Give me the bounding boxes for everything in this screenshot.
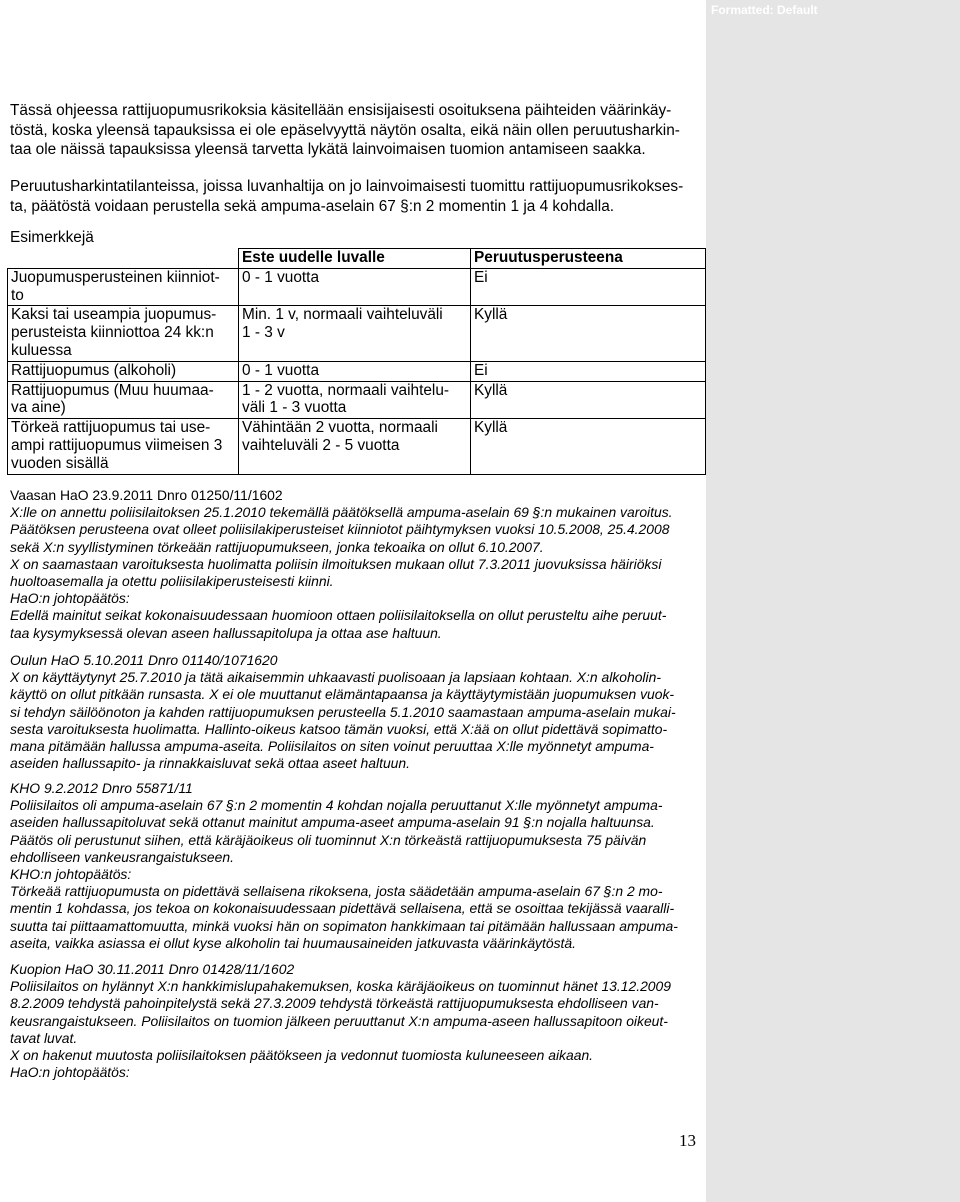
- examples-label: Esimerkkejä: [10, 229, 94, 246]
- text-line: käyttö on ollut pitkään runsasta. X ei ole muuttanut elämäntapaansa ja käyttäytymistään juopumuksen vuok-: [10, 686, 675, 703]
- table-cell: Kyllä: [471, 306, 706, 361]
- text-line: X on hakenut muutosta poliisilaitoksen päätökseen ja vedonnut tuomiosta kuluneeseen aikaan.: [10, 1047, 594, 1064]
- case-heading: KHO 9.2.2012 Dnro 55871/11: [10, 780, 193, 796]
- text-line: Päätös oli perustunut siihen, että käräjäoikeus oli tuominnut X:n törkeästä rattijuopumuksesta 75 päivän: [10, 831, 647, 848]
- text-line: aseiden hallussapito- ja rinnakkaisluvat sekä ottaa aseet haltuun.: [10, 755, 410, 772]
- text-line: aseiden hallussapitoluvat sekä ottanut mainitut ampuma-aseet ampuma-aselain 91 §:n nojalla haltuunsa.: [10, 814, 655, 831]
- cell-line: kuluessa: [11, 341, 72, 359]
- table-row: [8, 419, 706, 474]
- table-cell: [8, 419, 239, 474]
- cell-line: Kaksi tai useampia juopumus-: [11, 306, 217, 324]
- text-line: suutta tai piittaamattomuutta, minkä vuoksi hän on sopimaton hankkimaan tai pitämään hallussaan ampuma-: [10, 917, 678, 934]
- table-cell: [8, 381, 239, 419]
- cell-line: to: [11, 286, 24, 304]
- text-line: Törkeää rattijuopumusta on pidettävä sellaisena rikoksena, josta säädetään ampuma-aselain 67 §:n 2 mo-: [10, 883, 663, 900]
- table-row: [8, 306, 706, 361]
- table-cell: Kyllä: [471, 381, 706, 419]
- table-cell: 0 - 1 vuotta: [239, 268, 471, 306]
- cell-line: vuoden sisällä: [11, 454, 109, 472]
- table-cell: [239, 419, 471, 474]
- text-line: keusrangaistukseen. Poliisilaitos on tuomion jälkeen peruuttanut X:n ampuma-aseen hallussapitoon oikeut-: [10, 1012, 668, 1029]
- cell-line: vaihteluväli 2 - 5 vuotta: [242, 436, 400, 454]
- table-cell: [239, 381, 471, 419]
- text-line: Edellä mainitut seikat kokonaisuudessaan huomioon ottaen poliisilaitoksella on ollut perusteltu aihe peruut-: [10, 607, 667, 624]
- table-cell: Ei: [471, 268, 706, 306]
- text-line: huoltoasemalla ja otettu poliisilakiperusteisesti kiinni.: [10, 573, 334, 590]
- case-vaasan: [10, 487, 700, 642]
- text-line: X:lle on annettu poliisilaitoksen 25.1.2010 tekemällä päätöksellä ampuma-aselain 69 §:n mukainen varoitus.: [10, 504, 673, 521]
- table-cell: [8, 268, 239, 306]
- table-cell: [8, 306, 239, 361]
- text-line: Poliisilaitos oli ampuma-aselain 67 §:n 2 momentin 4 kohdan nojalla peruuttanut X:lle myönnetyt ampuma-: [10, 797, 663, 814]
- case-kuopion: [10, 961, 700, 1081]
- text-line: HaO:n johtopäätös:: [10, 590, 130, 607]
- case-kho: [10, 780, 700, 952]
- text-line: aseita, vaikka asiassa ei ollut kyse alkoholin tai huumausaineiden jatkuvasta väärinkäytöstä.: [10, 934, 576, 951]
- text-line: taa kysymyksessä olevan aseen hallussapitolupa ja ottaa ase haltuun.: [10, 624, 442, 641]
- table-cell: 0 - 1 vuotta: [239, 361, 471, 381]
- case-heading: Vaasan HaO 23.9.2011 Dnro 01250/11/1602: [10, 487, 283, 503]
- table-header-cell: Este uudelle luvalle: [239, 249, 471, 269]
- text-line: Poliisilaitos on hylännyt X:n hankkimislupahakemuksen, koska käräjäoikeus on tuominnut hänet 13.12.2009: [10, 978, 671, 995]
- table-row: [8, 361, 706, 381]
- cell-line: va aine): [11, 399, 66, 417]
- table-row: [8, 381, 706, 419]
- page-number: 13: [679, 1131, 696, 1150]
- grounds-paragraph: [10, 177, 700, 216]
- text-line: ehdolliseen vankeusrangaistukseen.: [10, 848, 234, 865]
- text-line: töstä, koska yleensä tapauksissa ei ole epäselvyyttä näytön osalta, eikä näin ollen peruutusharkin-: [10, 121, 680, 139]
- case-heading: Oulun HaO 5.10.2011 Dnro 01140/1071620: [10, 652, 278, 668]
- table-cell: Ei: [471, 361, 706, 381]
- table-header-cell: Peruutusperusteena: [471, 249, 706, 269]
- cell-line: Juopumusperusteinen kiinniot-: [11, 268, 220, 286]
- text-line: sesta varoituksesta huolimatta. Hallinto-oikeus katsoo tämän vuoksi, että X:ää on ollut pidettävä sopimatto-: [10, 720, 668, 737]
- text-line: X on saamastaan varoituksesta huolimatta poliisin ilmoituksen mukaan ollut 7.3.2011 juovuksissa häiriöksi: [10, 555, 662, 572]
- text-line: Päätöksen perusteena ovat olleet poliisilakiperusteiset kiinniotot päihtymyksen vuoksi 10.5.2008, 25.4.2008: [10, 521, 670, 538]
- text-line: HaO:n johtopäätös:: [10, 1064, 130, 1081]
- text-line: ta, päätöstä voidaan perustella sekä ampuma-aselain 67 §:n 2 momentin 1 ja 4 kohdalla.: [10, 197, 615, 215]
- text-line: si tehdyn säilöönoton ja kahden rattijuopumuksen perusteella 5.1.2010 saamastaan ampuma-aselain mukai-: [10, 703, 676, 720]
- cell-line: väli 1 - 3 vuotta: [242, 399, 347, 417]
- table-header-row: [8, 249, 706, 269]
- examples-table: [7, 248, 706, 475]
- text-line: sekä X:n syyllistyminen törkeään rattijuopumukseen, jonka tekoaika on ollut 6.10.2007.: [10, 538, 544, 555]
- text-line: tavat luvat.: [10, 1029, 78, 1046]
- table-header-cell: [8, 249, 239, 269]
- text-line: Tässä ohjeessa rattijuopumusrikoksia käsitellään ensisijaisesti osoituksena päihteiden väärinkäy-: [10, 102, 672, 119]
- text-line: mentin 1 kohdassa, jos tekoa on kokonaisuudessaan pidettävä sellaisena, että se osoittaa tekijässä vaaralli-: [10, 900, 675, 917]
- table-cell: Kyllä: [471, 419, 706, 474]
- cell-line: Törkeä rattijuopumus tai use-: [11, 419, 211, 437]
- text-line: mana pitämään hallussa ampuma-aseita. Poliisilaitos on siten voinut peruuttaa X:lle myönnetyt ampuma-: [10, 738, 654, 755]
- intro-paragraph: [10, 101, 700, 160]
- case-heading: Kuopion HaO 30.11.2011 Dnro 01428/11/1602: [10, 961, 295, 977]
- table-cell: [239, 306, 471, 361]
- cell-line: Rattijuopumus (Muu huumaa-: [11, 381, 214, 399]
- case-oulun: [10, 652, 700, 772]
- text-line: X on käyttäytynyt 25.7.2010 ja tätä aikaisemmin uhkaavasti puolisoaan ja lapsiaan kohtaan. X:n alkoholin-: [10, 669, 661, 686]
- text-line: taa ole näissä tapauksissa yleensä tarvetta lykätä lainvoimaisen tuomion antamiseen saakka.: [10, 141, 646, 158]
- text-line: KHO:n johtopäätös:: [10, 866, 132, 883]
- cell-line: 1 - 3 v: [242, 324, 285, 342]
- text-line: Peruutusharkintatilanteissa, joissa luvanhaltija on jo lainvoimaisesti tuomittu rattijuopumusrikokses-: [10, 178, 684, 195]
- cell-line: ampi rattijuopumus viimeisen 3: [11, 436, 223, 454]
- table-cell: Rattijuopumus (alkoholi): [8, 361, 239, 381]
- cell-line: Min. 1 v, normaali vaihteluväli: [242, 306, 443, 324]
- comment-margin: [706, 0, 960, 1202]
- cell-line: Vähintään 2 vuotta, normaali: [242, 419, 438, 437]
- margin-format-label: Formatted: Default: [711, 3, 818, 17]
- text-line: 8.2.2009 tehdystä pahoinpitelystä sekä 27.3.2009 tehdystä törkeästä rattijuopumuksesta ehdolliseen van-: [10, 995, 659, 1012]
- cell-line: 1 - 2 vuotta, normaali vaihtelu-: [242, 381, 450, 399]
- cell-line: perusteista kiinniottoa 24 kk:n: [11, 324, 214, 342]
- table-row: [8, 268, 706, 306]
